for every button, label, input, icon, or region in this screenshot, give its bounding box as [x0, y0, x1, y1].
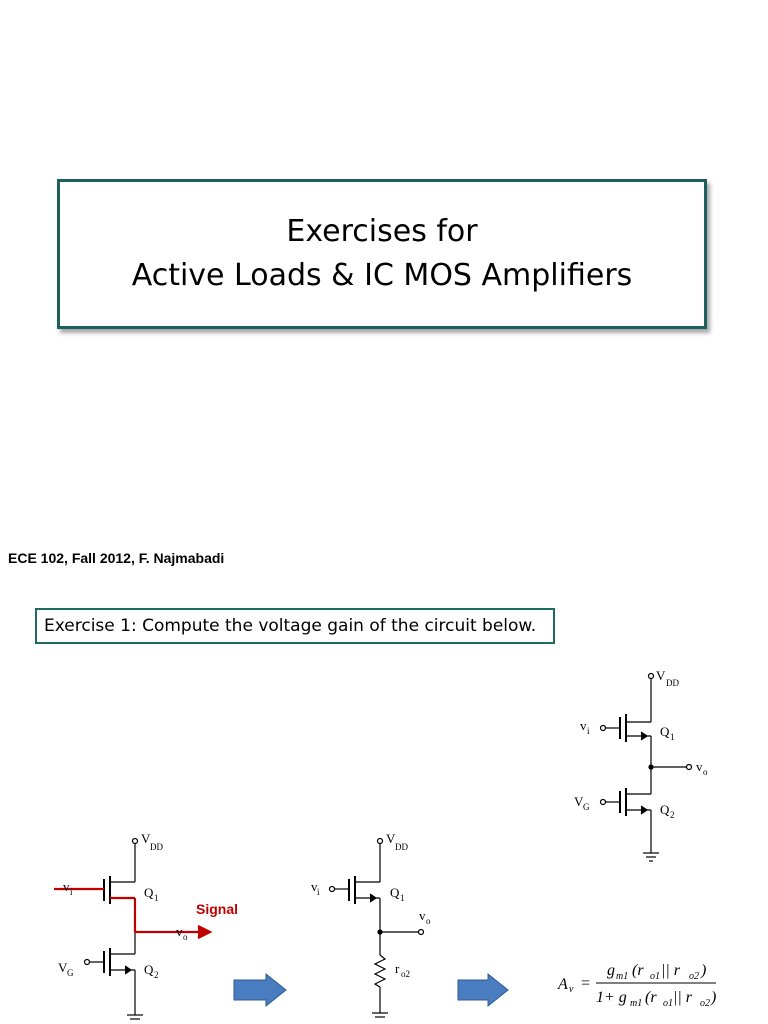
svg-text:1: 1: [154, 893, 159, 903]
svg-text:DD: DD: [150, 842, 163, 852]
signal-label: Signal: [196, 901, 239, 917]
svg-text:i: i: [317, 887, 320, 897]
svg-text:r: r: [395, 961, 400, 976]
title-line-1: Exercises for: [286, 214, 478, 249]
signal-path: [54, 889, 210, 938]
svg-text:DD: DD: [666, 678, 679, 688]
circuit-small-signal: [330, 839, 424, 1018]
svg-text:V: V: [386, 831, 396, 846]
svg-text:o: o: [183, 932, 188, 942]
svg-text:|| r: || r: [661, 962, 681, 979]
svg-text:V: V: [58, 960, 68, 975]
svg-text:o1: o1: [663, 998, 673, 1009]
svg-text:|| r: || r: [673, 989, 693, 1006]
svg-text:V: V: [141, 831, 151, 846]
svg-text:(r: (r: [632, 962, 644, 979]
svg-text:G: G: [583, 802, 590, 812]
exercise-prompt: Exercise 1: Compute the voltage gain of the circuit below.: [44, 616, 537, 636]
arrow-right-icon-2: [458, 974, 508, 1006]
circuit-small-labels: [311, 831, 431, 979]
svg-text:o: o: [426, 916, 431, 926]
svg-text:m1: m1: [630, 998, 643, 1009]
circuit-top-right-labels: [574, 668, 708, 820]
svg-text:g: g: [607, 962, 615, 979]
vi-label: v: [580, 718, 587, 733]
q2-label: Q: [660, 802, 670, 817]
svg-text:1: 1: [670, 732, 675, 742]
svg-text:o: o: [703, 767, 708, 777]
svg-text:o2: o2: [401, 969, 410, 979]
svg-text:(r: (r: [645, 989, 657, 1006]
vg-label: V: [574, 794, 584, 809]
svg-text:o1: o1: [650, 971, 660, 982]
svg-text:): ): [701, 962, 707, 979]
svg-text:o2: o2: [689, 971, 699, 982]
svg-text:A: A: [558, 976, 568, 993]
svg-text:1: 1: [400, 893, 405, 903]
title-line-2: Active Loads & IC MOS Amplifiers: [131, 258, 633, 293]
svg-text:v: v: [176, 924, 183, 939]
svg-text:DD: DD: [395, 842, 408, 852]
svg-text:Q: Q: [144, 885, 154, 900]
svg-text:): ): [711, 989, 717, 1006]
svg-text:2: 2: [154, 970, 159, 980]
course-credit: ECE 102, Fall 2012, F. Najmabadi: [8, 550, 225, 566]
svg-text:G: G: [67, 968, 74, 978]
svg-text:Q: Q: [390, 885, 400, 900]
circuit-signal-labels: [58, 831, 238, 980]
svg-text:2: 2: [670, 810, 675, 820]
gain-equation: [557, 962, 716, 1009]
svg-text:i: i: [70, 887, 73, 897]
vdd-label: V: [656, 668, 666, 683]
svg-text:Q: Q: [144, 962, 154, 977]
vo-label: v: [696, 759, 703, 774]
svg-text:=: =: [580, 975, 591, 992]
svg-text:1+ g: 1+ g: [596, 989, 627, 1006]
svg-text:v: v: [63, 879, 70, 894]
svg-text:v: v: [419, 908, 426, 923]
q1-label: Q: [660, 724, 670, 739]
svg-text:o2: o2: [700, 998, 710, 1009]
arrow-right-icon: [234, 974, 286, 1006]
svg-text:v: v: [569, 984, 574, 995]
circuit-top-right: [601, 674, 692, 862]
svg-text:v: v: [311, 879, 318, 894]
svg-text:m1: m1: [616, 971, 629, 982]
svg-text:i: i: [587, 726, 590, 736]
